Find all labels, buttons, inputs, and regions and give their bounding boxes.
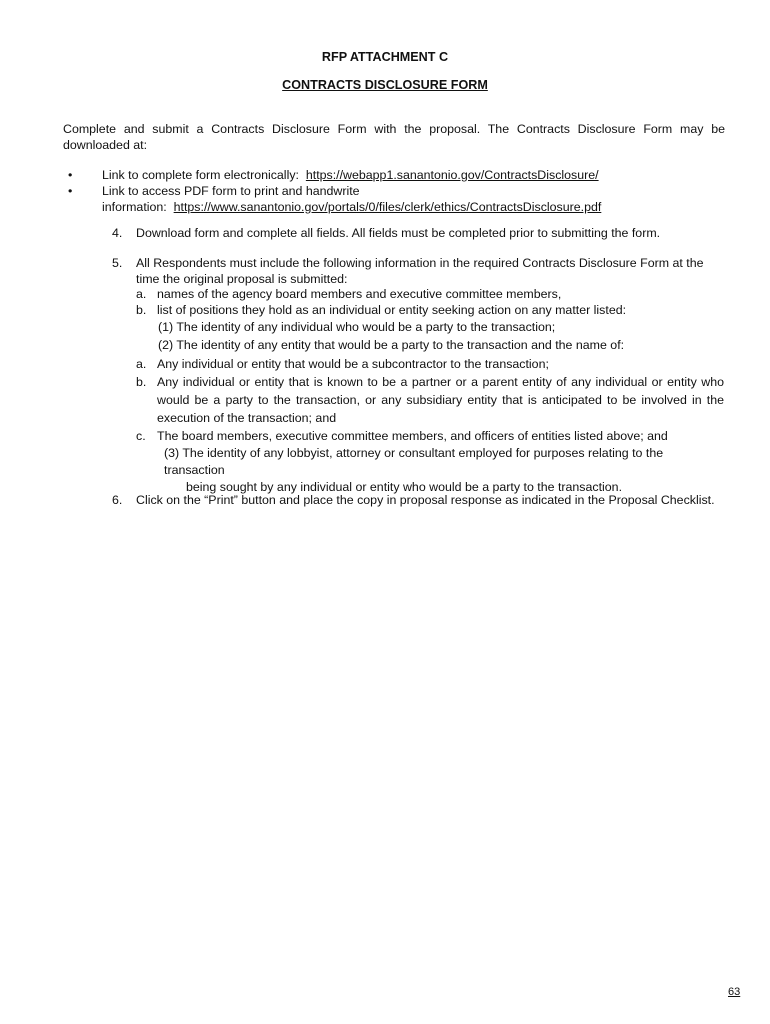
sub-text: Any individual or entity that is known to be a partner or a parent entity of any individual or entity who would be a party to the transaction, or any subsidiary entity that is anticipated to be involved in the execution of the transaction; and xyxy=(157,375,724,425)
sub-item xyxy=(136,373,724,427)
item-text: All Respondents must include the following information in the required Contracts Disclosure Form at the time the original proposal is submitted: xyxy=(136,256,704,286)
sub-text: The board members, executive committee members, and officers of entities listed above; and xyxy=(157,429,668,443)
item-text: Click on the “Print” button and place the copy in proposal response as indicated in the Proposal Checklist. xyxy=(136,493,715,507)
sub-text: names of the agency board members and executive committee members, xyxy=(157,287,562,301)
identity-item-3-line1: (3) The identity of any lobbyist, attorney or consultant employed for purposes relating to the transaction xyxy=(164,446,664,477)
sub-item xyxy=(136,355,724,373)
item-number: 6. xyxy=(112,493,123,507)
item-number: 4. xyxy=(112,226,123,240)
instruction-item-4 xyxy=(112,226,724,242)
sub-text: Any individual or entity that would be a subcontractor to the transaction; xyxy=(157,357,549,371)
list-item xyxy=(63,167,725,183)
instruction-item-5 xyxy=(112,256,724,496)
identity-item-3 xyxy=(164,445,724,496)
page-number: 63 xyxy=(728,986,741,998)
identity-item-2: (2) The identity of any entity that would be a party to the transaction and the name of: xyxy=(158,338,625,352)
download-links-list xyxy=(63,167,725,215)
sub-label: b. xyxy=(136,375,147,389)
identity-item-1: (1) The identity of any individual who would be a party to the transaction; xyxy=(158,320,556,334)
sub-label: c. xyxy=(136,429,146,443)
link-label-continued: information: xyxy=(102,200,167,214)
item-number: 5. xyxy=(112,256,123,270)
sub-label: a. xyxy=(136,357,147,371)
sub-item xyxy=(136,427,724,445)
intro-paragraph: Complete and submit a Contracts Disclosure Form with the proposal. The Contracts Disclosure Form may be downloaded at: xyxy=(63,122,725,152)
form-title: CONTRACTS DISCLOSURE FORM xyxy=(282,78,488,92)
bullet-icon: • xyxy=(68,184,73,198)
identity-item-3-line2: being sought by any individual or entity who would be a party to the transaction. xyxy=(186,480,623,494)
list-item xyxy=(63,183,725,215)
sub-label: a. xyxy=(136,287,147,301)
bullet-icon: • xyxy=(68,168,73,182)
link-label: Link to access PDF form to print and handwrite xyxy=(102,184,360,198)
sub-item xyxy=(136,287,724,303)
link-label: Link to complete form electronically: xyxy=(102,168,299,182)
item-text: Download form and complete all fields. All fields must be completed prior to submitting the form. xyxy=(136,226,661,240)
sub-label: b. xyxy=(136,302,147,317)
electronic-form-link[interactable]: https://webapp1.sanantonio.gov/ContractsDisclosure/ xyxy=(305,168,599,182)
page-title: RFP ATTACHMENT C xyxy=(321,50,449,64)
pdf-form-link[interactable]: https://www.sanantonio.gov/portals/0/files/clerk/ethics/ContractsDisclosure.pdf xyxy=(173,200,602,214)
instruction-item-6 xyxy=(112,493,724,509)
sub-text: list of positions they hold as an individual or entity seeking action on any matter listed: xyxy=(157,302,627,317)
sub-item xyxy=(136,303,724,319)
